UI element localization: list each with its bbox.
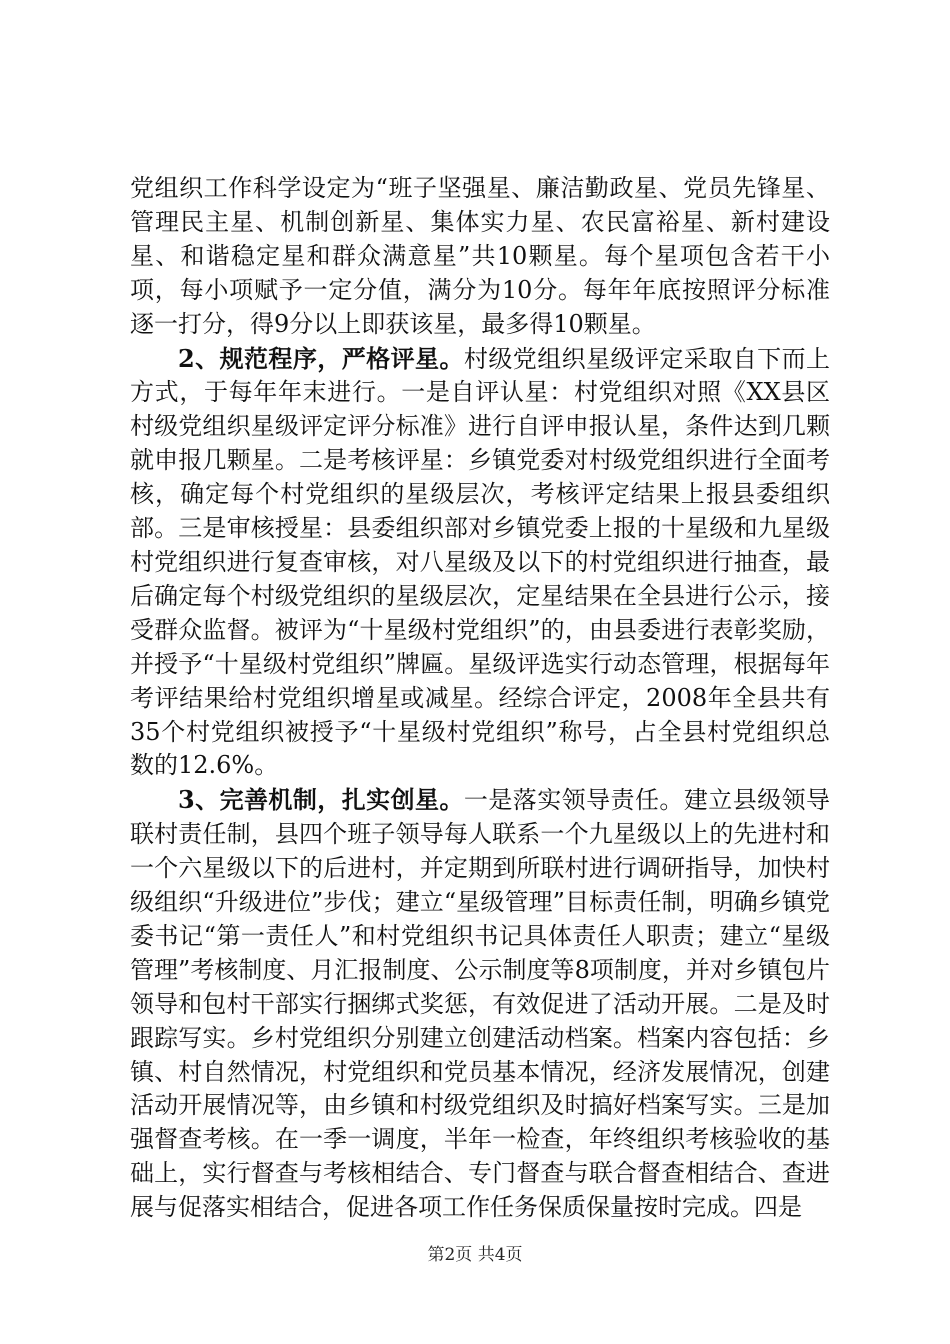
paragraph-text: 一是落实领导责任。建立县级领导联村责任制，县四个班子领导每人联系一个九星级以上的先进村和一个六星级以下的后进村，并定期到所联村进行调研指导，加快村级组织“升级进位”步伐；建立“星级管理”目标责任制，明确乡镇党委书记“第一责任人”和村党组织书记具体责任人职责；建立“星级管理”考核制度、月汇报制度、公示制度等8项制度，并对乡镇包片领导和包村干部实行捆绑式奖惩，有效促进了活动开展。二是及时跟踪写实。乡村党组织分别建立创建活动档案。档案内容包括：乡镇、村自然情况，村党组织和党员基本情况，经济发展情况，创建活动开展情况等，由乡镇和村级党组织及时搞好档案写实。三是加强督查考核。在一季一调度，半年一检查，年终组织考核验收的基础上，实行督查与考核相结合、专门督查与联合督查相结合、查进展与促落实相结合，促进各项工作任务保质保量按时完成。四是	[130, 786, 831, 1222]
paragraph-star-setting	[130, 172, 830, 342]
section-heading: 3、完善机制，扎实创星。	[178, 785, 464, 815]
paragraph-text: 村级党组织星级评定采取自下而上方式，于每年年末进行。一是自评认星：村党组织对照《XX县区村级党组织星级评定评分标准》进行自评申报认星，条件达到几颗就申报几颗星。二是考核评星：乡镇党委对村级党组织进行全面考核，确定每个村党组织的星级层次，考核评定结果上报县委组织部。三是审核授星：县委组织部对乡镇党委上报的十星级和九星级村党组织进行复查审核，对八星级及以下的村党组织进行抽查，最后确定每个村级党组织的星级层次，定星结果在全县进行公示，接受群众监督。被评为“十星级村党组织”的，由县委进行表彰奖励，并授予“十星级村党组织”牌匾。星级评选实行动态管理，根据每年考评结果给村党组织增星或减星。经综合评定，2008年全县共有35个村党组织被授予“十星级村党组织”称号，占全县村党组织总数的12.6%。	[130, 344, 831, 780]
body-text	[130, 172, 830, 1225]
paragraph-text: 党组织工作科学设定为“班子坚强星、廉洁勤政星、党员先锋星、管理民主星、机制创新星、集体实力星、农民富裕星、新村建设星、和谐稳定星和群众满意星”共10颗星。每个星项包含若干小项，每小项赋予一定分值，满分为10分。每年年底按照评分标准逐一打分，得9分以上即获该星，最多得10颗星。	[130, 174, 830, 338]
page-footer	[0, 1243, 950, 1267]
paragraph-improve-mechanism	[130, 783, 830, 1225]
page-number: 第2页 共4页	[427, 1245, 523, 1265]
paragraph-standardize-procedure	[130, 342, 830, 784]
section-heading: 2、规范程序，严格评星。	[178, 343, 464, 373]
